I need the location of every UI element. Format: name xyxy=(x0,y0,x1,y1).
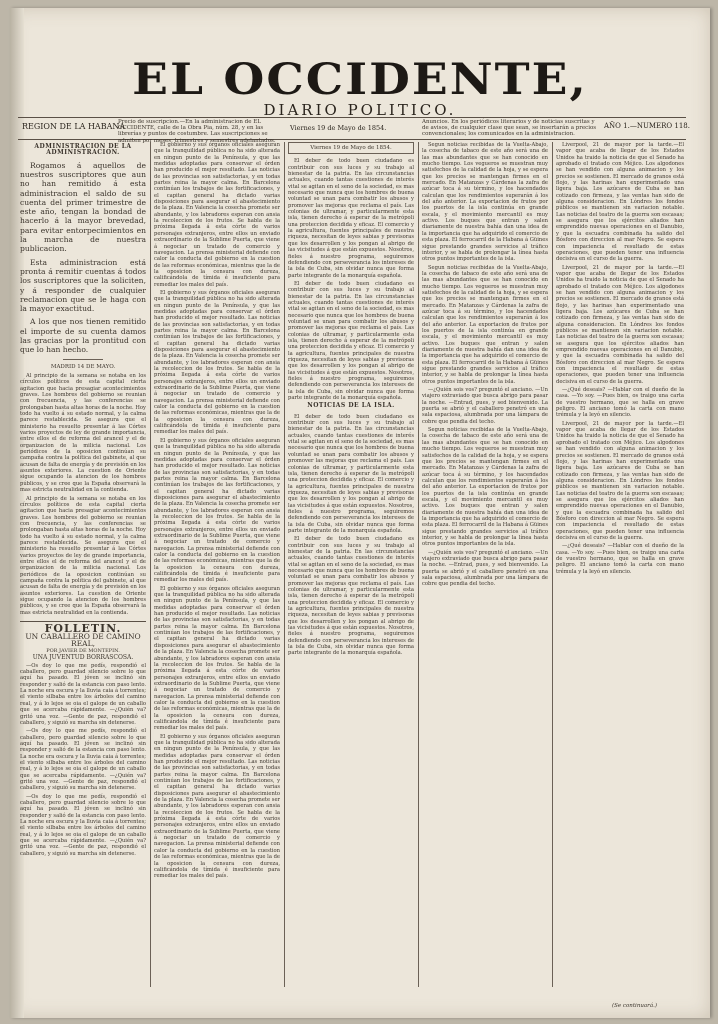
column-divider-4 xyxy=(552,142,553,987)
island-news-title: NOTICIAS DE LA ISLA. xyxy=(307,402,395,410)
masthead-subtitle: DIARIO POLITICO. xyxy=(263,101,457,119)
col2-article-cont: El gobierno y sus órganos oficiales aseguran que la tranquilidad pública no ha sido alterada en ningun punto de la Península, y que las medidas adoptadas para conservar el órden han producido el mejor resultado. Las noticias de las provincias son satisfactorias, y en todas partes reina la mayor calma. En Barcelona continúan los trabajos de las fortificaciones, y el capitan general ha dictado varias disposiciones para asegurar el abastecimiento de la plaza. En Valencia la cosecha promete ser abundante, y los labradores esperan con ansia la recoleccion de los frutos. Se habla de la próxima llegada á esta córte de varios personajes extranjeros, entre ellos un enviado extraordinario de la Sublime Puerta, que viene á negociar un tratado de comercio y navegacion. La prensa ministerial defiende con calor la conducta del gobierno en la cuestion de las reformas económicas, mientras que la de la oposicion la censura con dureza, calificándola de tímida é insuficiente para remediar los males del país. xyxy=(154,289,280,436)
col2-article-cont-3: El gobierno y sus órganos oficiales aseguran que la tranquilidad pública no ha sido alterada en ningun punto de la Península, y que las medidas adoptadas para conservar el órden han producido el mejor resultado. Las noticias de las provincias son satisfactorias, y en todas partes reina la mayor calma. En Barcelona continúan los trabajos de las fortificaciones, y el capitan general ha dictado varias disposiciones para asegurar el abastecimiento de la plaza. En Valencia la cosecha promete ser abundante, y los labradores esperan con ansia la recoleccion de los frutos. Se habla de la próxima llegada á esta córte de varios personajes extranjeros, entre ellos un enviado extraordinario de la Sublime Puerta, que viene á negociar un tratado de comercio y navegacion. La prensa ministerial defiende con calor la conducta del gobierno en la cuestion de las reformas económicas, mientras que la de la oposicion la censura con dureza, calificándola de tímida é insuficiente para remediar los males del país. xyxy=(154,585,280,732)
column-5 xyxy=(556,142,684,987)
col5-article-cont: Liverpool, 21 de mayor por la tarde.—El vapor que acaba de llegar de los Estados Unidos ha traido la noticia de que el Senado ha aprobado el tratado con Méjico. Los algodones se han vendido con alguna animacion y los precios se sostienen. El mercado de granos está flojo, y las harinas han experimentado una ligera baja. Los azúcares de Cuba se han cotizado con firmeza, y las ventas han sido de alguna consideracion. En Lóndres los fondos públicos se mantienen sin variacion notable. Las noticias del teatro de la guerra son escasas; se asegura que los ejércitos aliados han emprendido nuevas operaciones en el Danubio, y que la escuadra combinada ha salido del Bósforo con direccion al mar Negro. Se espera con impaciencia el resultado de estas operaciones, que pueden tener una influencia decisiva en el curso de la guerra. xyxy=(556,264,684,385)
continuara-note: (Se continuará.) xyxy=(612,1003,657,1009)
madrid-article-cont: Al principio de la semana se notaba en los círculos políticos de esta capital cierta agitacion que hacia presagiar acontecimientos graves. Los hombres del gobierno se reunian con frecuencia, y las conferencias se prolongaban hasta altas horas de la noche. Hoy todo ha vuelto á su estado normal, y la calma parece restablecida. Se asegura que el ministerio ha resuelto presentar á las Córtes varios proyectos de ley de grande importancia, entre ellos el de reforma del arancel y el de organizacion de la milicia nacional. Los periódicos de la oposicion continúan su campaña contra la política del gabinete, al que acusan de falta de energía y de previsión en los asuntos exteriores. La cuestion de Oriente sigue ocupando la atencion de los hombres públicos, y se cree que la España observará la mas estricta neutralidad en la contienda. xyxy=(20,495,146,616)
folletin-text: —Os doy lo que me pedís, respondió el caballero, pero guardad silencio sobre lo que aquí ha pasado. El jóven se inclinó sin responder y salió de la estancia con paso lento. La noche era oscura y la lluvia caia á torrentes; el viento silbaba entre los árboles del camino real, y á lo lejos se oia el galope de un caballo que se acercaba rápidamente. —¿Quién va? gritó una voz. —Gente de paz, respondió el caballero, y siguió su marcha sin detenerse. xyxy=(20,662,146,726)
column-4 xyxy=(422,142,548,987)
masthead-title: EL OCCIDENTE, xyxy=(132,54,588,105)
col3-news-cont: El deber de todo buen ciudadano es contribuir con sus luces y su trabajo al bienestar de la patria. En las circunstancias actuales, cuando tantas cuestiones de interés vital se agitan en el seno de la sociedad, es mas necesario que nunca que los hombres de buena voluntad se unan para combatir los abusos y promover las mejoras que reclama el país. Las colonias de ultramar, y particularmente esta isla, tienen derecho á esperar de la metrópoli una proteccion decidida y eficaz. El comercio y la agricultura, fuentes principales de nuestra riqueza, necesitan de leyes sabias y previsoras que los desarrollen y los pongan al abrigo de las vicisitudes á que están expuestos. Nosotros, fieles á nuestro programa, seguiremos defendiendo con perseverancia los intereses de la isla de Cuba, sin olvidar nunca que forma parte integrante de la monarquía española. xyxy=(288,536,414,657)
folletin-author: POR JAVIER DE MONTEPIN. xyxy=(46,648,120,655)
folletin-text-cont-2: —Os doy lo que me pedís, respondió el caballero, pero guardad silencio sobre lo que aquí ha pasado. El jóven se inclinó sin responder y salió de la estancia con paso lento. La noche era oscura y la lluvia caia á torrentes; el viento silbaba entre los árboles del camino real, y á lo lejos se oia el galope de un caballo que se acercaba rápidamente. —¿Quién va? gritó una voz. —Gente de paz, respondió el caballero, y siguió su marcha sin detenerse. xyxy=(20,793,146,857)
folletin-story-title: UN CABALLERO DE CAMINO REAL, xyxy=(25,632,141,648)
admin-lead-paragraph-3: A los que nos tienen remitido el importe de su cuenta damos las gracias por la prontitud con que lo han hecho. xyxy=(20,317,146,355)
col5-dialogue: —¿Qué deseais? —Hablar con el dueño de la casa. —Yo soy. —Pues bien, os traigo una carta de vuestro hermano, que se halla en grave peligro. El anciano tomó la carta con mano trémula y la leyó en silencio. xyxy=(556,387,684,419)
date-box: Viernes 19 de Mayo de 1854. xyxy=(288,142,414,154)
column-divider-3 xyxy=(418,142,419,987)
region-label: REGION DE LA HABANA xyxy=(22,122,126,131)
header-top-rule xyxy=(18,117,686,118)
col5-dialogue-cont: —¿Qué deseais? —Hablar con el dueño de la casa. —Yo soy. —Pues bien, os traigo una carta de vuestro hermano, que se halla en grave peligro. El anciano tomó la carta con mano trémula y la leyó en silencio. xyxy=(556,543,684,575)
folletin-text-cont: —Os doy lo que me pedís, respondió el caballero, pero guardad silencio sobre lo que aquí ha pasado. El jóven se inclinó sin responder y salió de la estancia con paso lento. La noche era oscura y la lluvia caia á torrentes; el viento silbaba entre los árboles del camino real, y á lo lejos se oia el galope de un caballo que se acercaba rápidamente. —¿Quién va? gritó una voz. —Gente de paz, respondió el caballero, y siguió su marcha sin detenerse. xyxy=(20,728,146,792)
col3-editorial: El deber de todo buen ciudadano es contribuir con sus luces y su trabajo al bienestar de la patria. En las circunstancias actuales, cuando tantas cuestiones de interés vital se agitan en el seno de la sociedad, es mas necesario que nunca que los hombres de buena voluntad se unan para combatir los abusos y promover las mejoras que reclama el país. Las colonias de ultramar, y particularmente esta isla, tienen derecho á esperar de la metrópoli una proteccion decidida y eficaz. El comercio y la agricultura, fuentes principales de nuestra riqueza, necesitan de leyes sabias y previsoras que los desarrollen y los pongan al abrigo de las vicisitudes á que están expuestos. Nosotros, fieles á nuestro programa, seguiremos defendiendo con perseverancia los intereses de la isla de Cuba, sin olvidar nunca que forma parte integrante de la monarquía española. xyxy=(288,158,414,279)
col3-news: El deber de todo buen ciudadano es contribuir con sus luces y su trabajo al bienestar de la patria. En las circunstancias actuales, cuando tantas cuestiones de interés vital se agitan en el seno de la sociedad, es mas necesario que nunca que los hombres de buena voluntad se unan para combatir los abusos y promover las mejoras que reclama el país. Las colonias de ultramar, y particularmente esta isla, tienen derecho á esperar de la metrópoli una proteccion decidida y eficaz. El comercio y la agricultura, fuentes principales de nuestra riqueza, necesitan de leyes sabias y previsoras que los desarrollen y los pongan al abrigo de las vicisitudes á que están expuestos. Nosotros, fieles á nuestro programa, seguiremos defendiendo con perseverancia los intereses de la isla de Cuba, sin olvidar nunca que forma parte integrante de la monarquía española. xyxy=(288,413,414,534)
col5-article: Liverpool, 21 de mayor por la tarde.—El vapor que acaba de llegar de los Estados Unidos ha traido la noticia de que el Senado ha aprobado el tratado con Méjico. Los algodones se han vendido con alguna animacion y los precios se sostienen. El mercado de granos está flojo, y las harinas han experimentado una ligera baja. Los azúcares de Cuba se han cotizado con firmeza, y las ventas han sido de alguna consideracion. En Lóndres los fondos públicos se mantienen sin variacion notable. Las noticias del teatro de la guerra son escasas; se asegura que los ejércitos aliados han emprendido nuevas operaciones en el Danubio, y que la escuadra combinada ha salido del Bósforo con direccion al mar Negro. Se espera con impaciencia el resultado de estas operaciones, que pueden tener una influencia decisiva en el curso de la guerra. xyxy=(556,142,684,263)
column-1 xyxy=(20,142,146,987)
madrid-article: Al principio de la semana se notaba en los círculos políticos de esta capital cierta agitacion que hacia presagiar acontecimientos graves. Los hombres del gobierno se reunian con frecuencia, y las conferencias se prolongaban hasta altas horas de la noche. Hoy todo ha vuelto á su estado normal, y la calma parece restablecida. Se asegura que el ministerio ha resuelto presentar á las Córtes varios proyectos de ley de grande importancia, entre ellos el de reforma del arancel y el de organizacion de la milicia nacional. Los periódicos de la oposicion continúan su campaña contra la política del gabinete, al que acusan de falta de energía y de previsión en los asuntos exteriores. La cuestion de Oriente sigue ocupando la atencion de los hombres públicos, y se cree que la España observará la mas estricta neutralidad en la contienda. xyxy=(20,372,146,494)
column-2 xyxy=(154,142,280,987)
issue-number: AÑO 1.—NUMERO 118. xyxy=(604,122,690,130)
column-divider-1 xyxy=(150,142,151,987)
column-3 xyxy=(288,142,414,987)
admin-lead-paragraph-2: Esta administracion está pronta á remitir cuentas á todos los suscriptores que la soliciten, y á responder de cualquier reclamacion que se le haga con la mayor exactitud. xyxy=(20,257,146,314)
col5-article-cont-2: Liverpool, 21 de mayor por la tarde.—El vapor que acaba de llegar de los Estados Unidos ha traido la noticia de que el Senado ha aprobado el tratado con Méjico. Los algodones se han vendido con alguna animacion y los precios se sostienen. El mercado de granos está flojo, y las harinas han experimentado una ligera baja. Los azúcares de Cuba se han cotizado con firmeza, y las ventas han sido de alguna consideracion. En Lóndres los fondos públicos se mantienen sin variacion notable. Las noticias del teatro de la guerra son escasas; se asegura que los ejércitos aliados han emprendido nuevas operaciones en el Danubio, y que la escuadra combinada ha salido del Bósforo con direccion al mar Negro. Se espera con impaciencia el resultado de estas operaciones, que pueden tener una influencia decisiva en el curso de la guerra. xyxy=(556,420,684,541)
issue-date: Viernes 19 de Mayo de 1854. xyxy=(290,124,387,132)
col4-article: Segun noticias recibidas de la Vuelta-Abajo, la cosecha de tabaco de este año será una de las mas abundantes que se han conocido en mucho tiempo. Los vegueros se muestran muy satisfechos de la calidad de la hoja, y se espera que los precios se mantengan firmes en el mercado. En Matanzas y Cárdenas la zafra de azúcar toca á su término, y los hacendados calculan que los rendimientos superarán á los del año anterior. La exportacion de frutos por los puertos de la isla continúa en grande escala, y el movimiento mercantil es muy activo. Los buques que entran y salen diariamente de nuestra bahía dan una idea de la importancia que ha adquirido el comercio de esta plaza. El ferrocarril de la Habana á Güines sigue prestando grandes servicios al tráfico interior, y se habla de prolongar la línea hasta otros puntos importantes de la isla. xyxy=(422,142,548,263)
dateline: MADRID 14 DE MAYO. xyxy=(50,363,116,370)
admin-section-title: ADMINISTRACION DE LA ADMINISTRACION. xyxy=(34,143,132,157)
admin-lead-paragraph: Rogamos á aquellos de nuestros suscriptores que aun no han remitido á esta administracion el saldo de su cuenta del primer trimestre de este año, tengan la bondad de hacerlo á la mayor brevedad, para evitar entorpecimientos en la marcha de nuestra publicacion. xyxy=(20,160,146,254)
folletin-heading: FOLLETIN. xyxy=(20,621,146,632)
col2-article-cont-4: El gobierno y sus órganos oficiales aseguran que la tranquilidad pública no ha sido alterada en ningun punto de la Península, y que las medidas adoptadas para conservar el órden han producido el mejor resultado. Las noticias de las provincias son satisfactorias, y en todas partes reina la mayor calma. En Barcelona continúan los trabajos de las fortificaciones, y el capitan general ha dictado varias disposiciones para asegurar el abastecimiento de la plaza. En Valencia la cosecha promete ser abundante, y los labradores esperan con ansia la recoleccion de los frutos. Se habla de la próxima llegada á esta córte de varios personajes extranjeros, entre ellos un enviado extraordinario de la Sublime Puerta, que viene á negociar un tratado de comercio y navegacion. La prensa ministerial defiende con calor la conducta del gobierno en la cuestion de las reformas económicas, mientras que la de la oposicion la censura con dureza, calificándola de tímida é insuficiente para remediar los males del país. xyxy=(154,733,280,880)
col4-dialogue: —¿Quién sois vos? preguntó el anciano. —Un viajero extraviado que busca abrigo para pasar la noche. —Entrad, pues, y sed bienvenido. La puerta se abrió y el caballero penetró en una sala espaciosa, alumbrada por una lámpara de cobre que pendia del techo. xyxy=(422,387,548,425)
col2-article: El gobierno y sus órganos oficiales aseguran que la tranquilidad pública no ha sido alterada en ningun punto de la Península, y que las medidas adoptadas para conservar el órden han producido el mejor resultado. Las noticias de las provincias son satisfactorias, y en todas partes reina la mayor calma. En Barcelona continúan los trabajos de las fortificaciones, y el capitan general ha dictado varias disposiciones para asegurar el abastecimiento de la plaza. En Valencia la cosecha promete ser abundante, y los labradores esperan con ansia la recoleccion de los frutos. Se habla de la próxima llegada á esta córte de varios personajes extranjeros, entre ellos un enviado extraordinario de la Sublime Puerta, que viene á negociar un tratado de comercio y navegacion. La prensa ministerial defiende con calor la conducta del gobierno en la cuestion de las reformas económicas, mientras que la de la oposicion la censura con dureza, calificándola de tímida é insuficiente para remediar los males del país. xyxy=(154,142,280,288)
advertising-notice: Anuncios. En los periódicos literarios y de noticias suscritas y de avisos, de cualquier clase que sean, se insertarán a precios convencionales; los comunicados en la administracion. xyxy=(422,119,597,138)
col4-article-cont: Segun noticias recibidas de la Vuelta-Abajo, la cosecha de tabaco de este año será una de las mas abundantes que se han conocido en mucho tiempo. Los vegueros se muestran muy satisfechos de la calidad de la hoja, y se espera que los precios se mantengan firmes en el mercado. En Matanzas y Cárdenas la zafra de azúcar toca á su término, y los hacendados calculan que los rendimientos superarán á los del año anterior. La exportacion de frutos por los puertos de la isla continúa en grande escala, y el movimiento mercantil es muy activo. Los buques que entran y salen diariamente de nuestra bahía dan una idea de la importancia que ha adquirido el comercio de esta plaza. El ferrocarril de la Habana á Güines sigue prestando grandes servicios al tráfico interior, y se habla de prolongar la línea hasta otros puntos importantes de la isla. xyxy=(422,264,548,385)
subscription-notice: Precio de suscripcion.—En la administracion de EL OCCIDENTE, calle de la Obra Pia, núm. 28, y en las librerías y puntos de costumbre. Las suscripciones se admiten por meses, trimestres y semestres adelantados. xyxy=(118,119,276,144)
col4-article-cont-2: Segun noticias recibidas de la Vuelta-Abajo, la cosecha de tabaco de este año será una de las mas abundantes que se han conocido en mucho tiempo. Los vegueros se muestran muy satisfechos de la calidad de la hoja, y se espera que los precios se mantengan firmes en el mercado. En Matanzas y Cárdenas la zafra de azúcar toca á su término, y los hacendados calculan que los rendimientos superarán á los del año anterior. La exportacion de frutos por los puertos de la isla continúa en grande escala, y el movimiento mercantil es muy activo. Los buques que entran y salen diariamente de nuestra bahía dan una idea de la importancia que ha adquirido el comercio de esta plaza. El ferrocarril de la Habana á Güines sigue prestando grandes servicios al tráfico interior, y se habla de prolongar la línea hasta otros puntos importantes de la isla. xyxy=(422,427,548,548)
col4-dialogue-cont: —¿Quién sois vos? preguntó el anciano. —Un viajero extraviado que busca abrigo para pasar la noche. —Entrad, pues, y sed bienvenido. La puerta se abrió y el caballero penetró en una sala espaciosa, alumbrada por una lámpara de cobre que pendia del techo. xyxy=(422,549,548,588)
folletin-chapter: UNA JUVENTUD BORRASCOSA. xyxy=(32,654,134,662)
col3-editorial-cont: El deber de todo buen ciudadano es contribuir con sus luces y su trabajo al bienestar de la patria. En las circunstancias actuales, cuando tantas cuestiones de interés vital se agitan en el seno de la sociedad, es mas necesario que nunca que los hombres de buena voluntad se unan para combatir los abusos y promover las mejoras que reclama el país. Las colonias de ultramar, y particularmente esta isla, tienen derecho á esperar de la metrópoli una proteccion decidida y eficaz. El comercio y la agricultura, fuentes principales de nuestra riqueza, necesitan de leyes sabias y previsoras que los desarrollen y los pongan al abrigo de las vicisitudes á que están expuestos. Nosotros, fieles á nuestro programa, seguiremos defendiendo con perseverancia los intereses de la isla de Cuba, sin olvidar nunca que forma parte integrante de la monarquía española. xyxy=(288,280,414,402)
column-divider-2 xyxy=(284,142,285,987)
short-rule xyxy=(63,359,103,360)
col2-article-cont-2: El gobierno y sus órganos oficiales aseguran que la tranquilidad pública no ha sido alterada en ningun punto de la Península, y que las medidas adoptadas para conservar el órden han producido el mejor resultado. Las noticias de las provincias son satisfactorias, y en todas partes reina la mayor calma. En Barcelona continúan los trabajos de las fortificaciones, y el capitan general ha dictado varias disposiciones para asegurar el abastecimiento de la plaza. En Valencia la cosecha promete ser abundante, y los labradores esperan con ansia la recoleccion de los frutos. Se habla de la próxima llegada á esta córte de varios personajes extranjeros, entre ellos un enviado extraordinario de la Sublime Puerta, que viene á negociar un tratado de comercio y navegacion. La prensa ministerial defiende con calor la conducta del gobierno en la cuestion de las reformas económicas, mientras que la de la oposicion la censura con dureza, calificándola de tímida é insuficiente para remediar los males del país. xyxy=(154,437,280,584)
